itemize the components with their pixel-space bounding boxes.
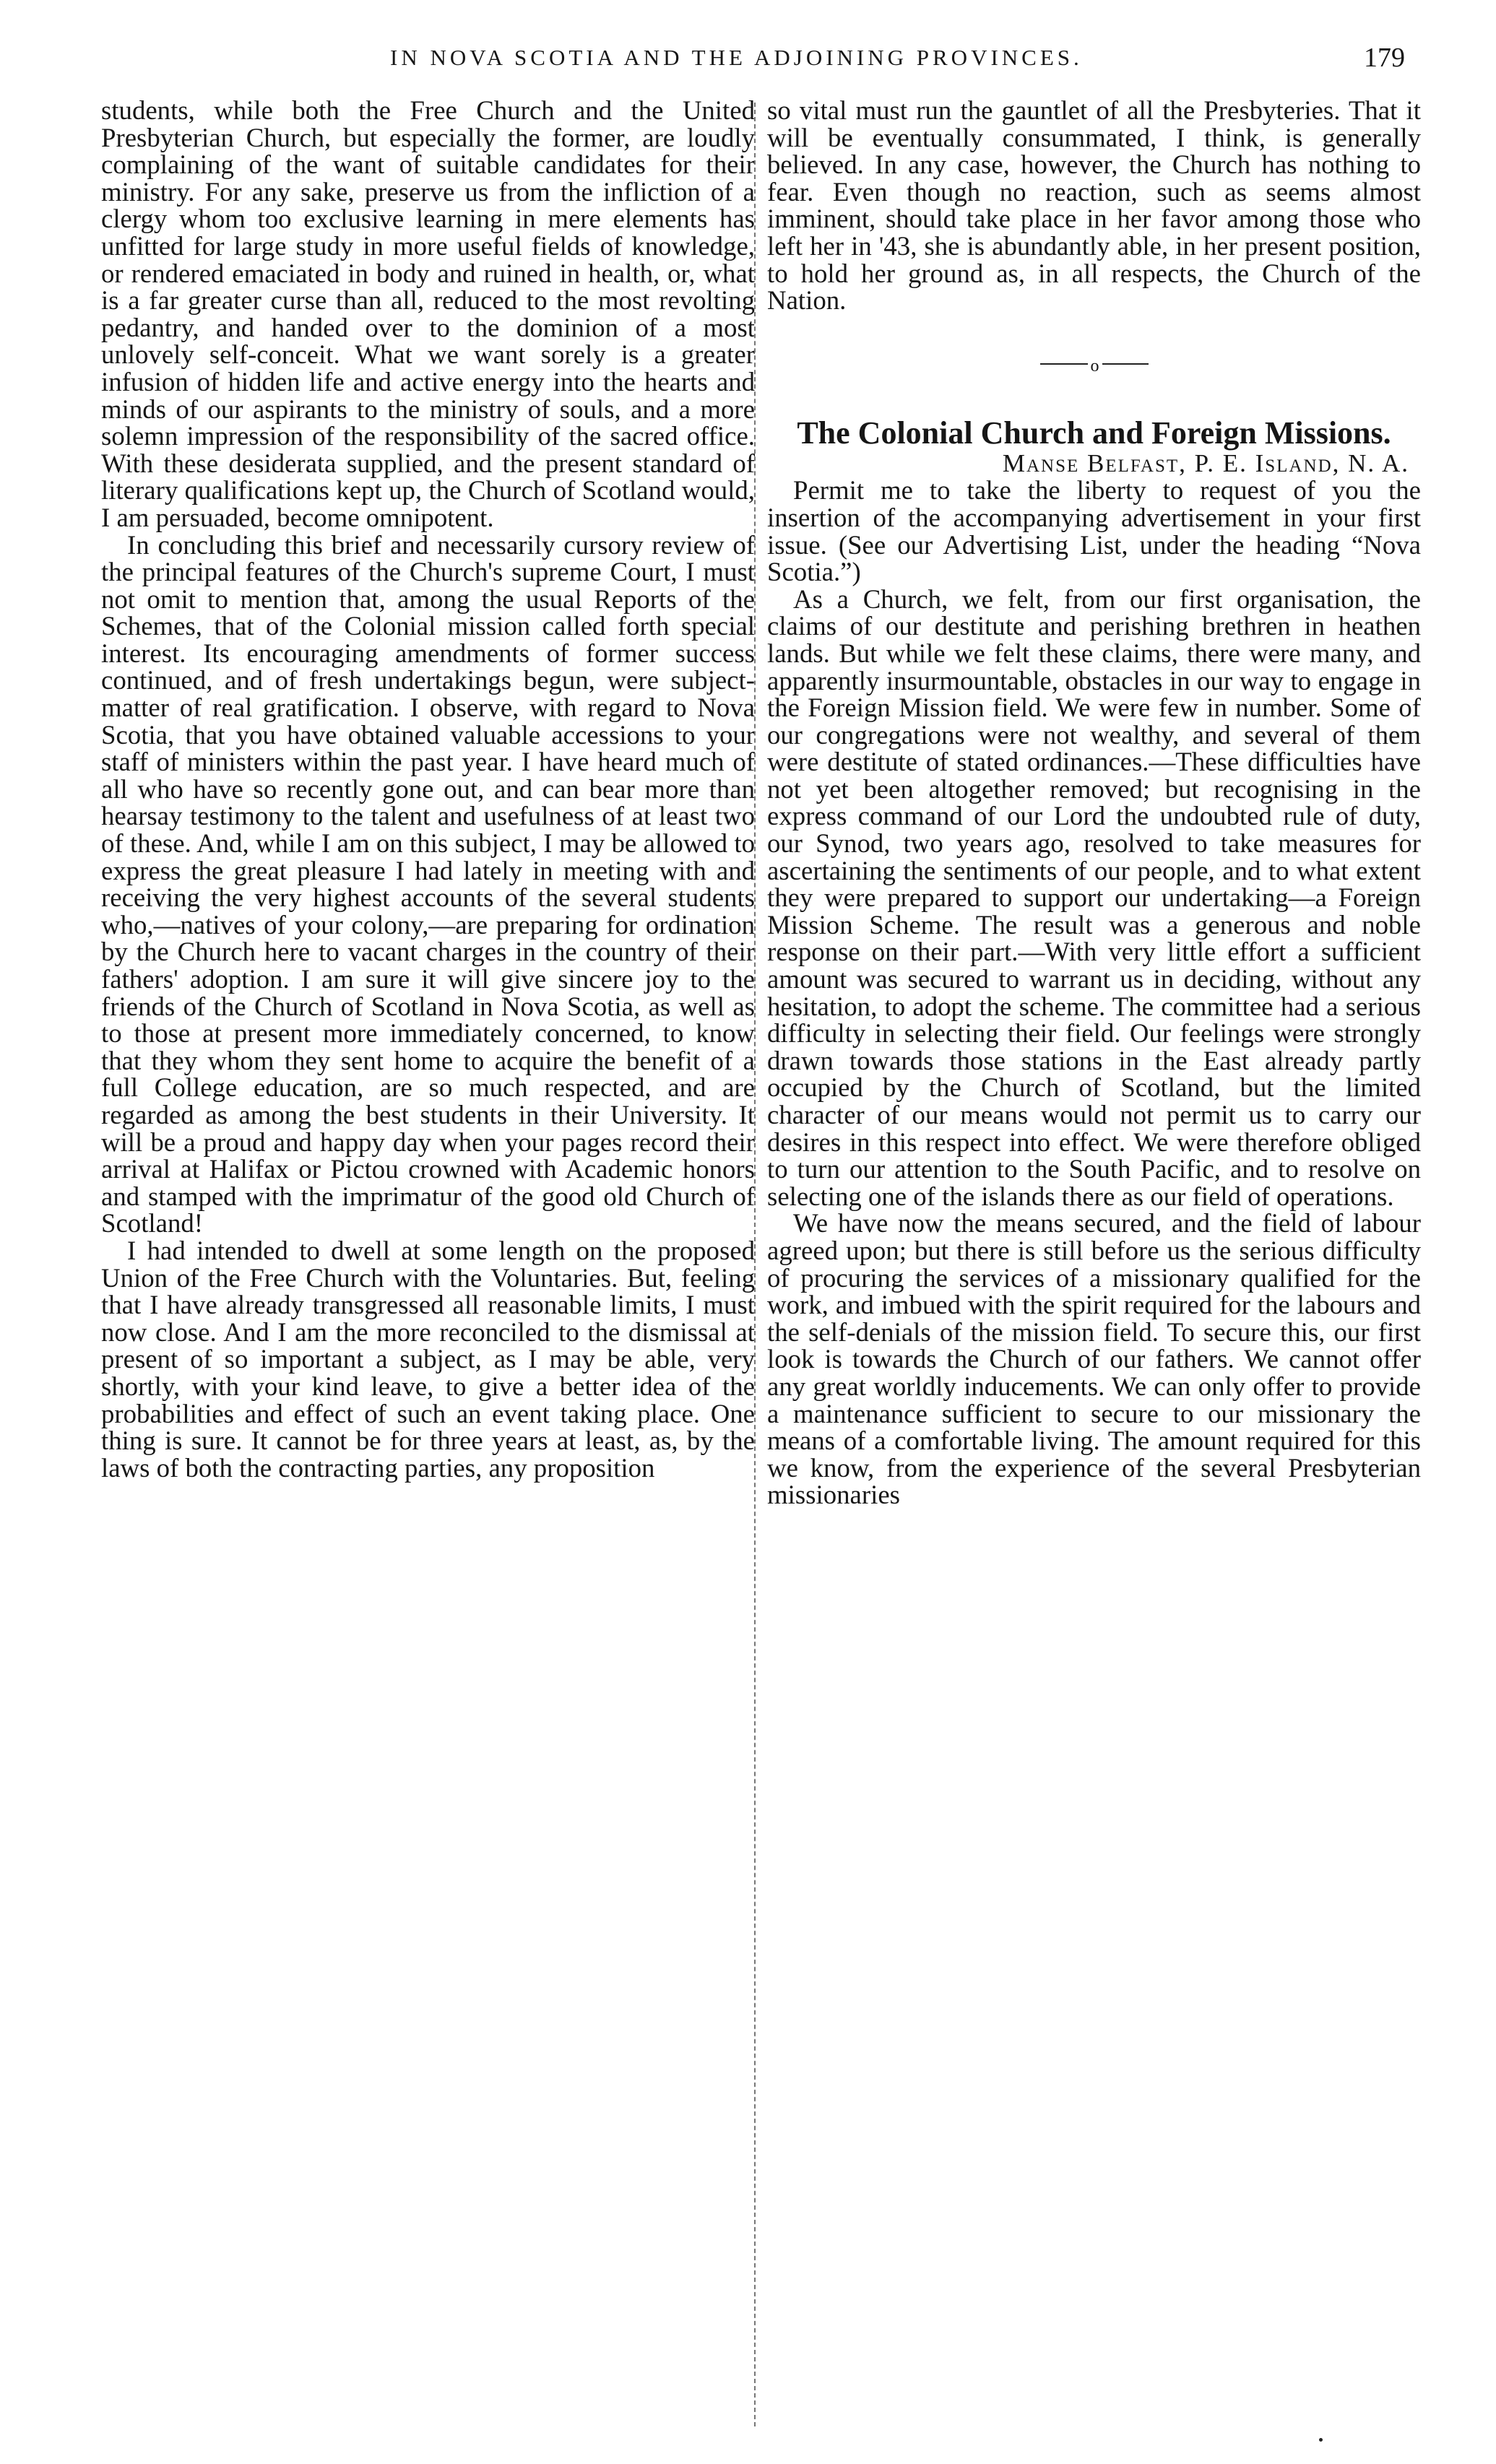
paragraph: We have now the means secured, and the field of labour agreed upon; but there is still before us the serious difficulty of procuring the services of a missionary qualified for the work, and imbued with the spirit required for the labours and the self-denials of the mission field. To secure this, our first look is towards the Church of our fathers. We cannot offer any great worldly inducements. We can only offer to provide a maintenance sufficient to secure to our missionary the means of a comfortable living. The amount required for this we know, from the experience of the several Presbyterian missionaries <box>767 1208 1421 1510</box>
separator-mark: o <box>1088 353 1102 381</box>
column-rule <box>754 103 756 2426</box>
paragraph: Permit me to take the liberty to request of you the insertion of the accompanying advertisement in your first issue. (See our Advertising List, under the heading “Nova Scotia.”) <box>767 475 1421 587</box>
right-column <box>767 97 1421 2429</box>
section-separator <box>1040 356 1149 376</box>
paragraph: In concluding this brief and necessarily cursory review of the principal features of the Church's supreme Court, I must not omit to mention that, among the usual Reports of the Schemes, that of the Colonial mission called forth special interest. Its encouraging amendments of former success continued, and of fresh undertakings begun, were subject-matter of real gratification. I observe, with regard to Nova Scotia, that you have obtained valuable accessions to your staff of ministers within the past year. I have heard much of all who have so recently gone out, and can bear more than hearsay testimony to the talent and usefulness of at least two of these. And, while I am on this subject, I may be allowed to express the great pleasure I had lately in meeting with and receiving the very highest accounts of the several students who,—natives of your colony,—are preparing for ordination by the Church here to vacant charges in the country of their fathers' adoption. I am sure it will give sincere joy to the friends of the Church of Scotland in Nova Scotia, as well as to those at present more immediately concerned, to know that they whom they sent home to acquire the benefit of a full College education, are so much respected, and are regarded as among the best students in their University. It will be a proud and happy day when your pages record their arrival at Halifax or Pictou crowned with Academic honors and stamped with the imprimatur of the good old Church of Scotland! <box>101 529 755 1238</box>
print-speck <box>1319 2438 1323 2442</box>
paragraph: students, while both the Free Church and the United Presbyterian Church, but especially the former, are loudly complaining of the want of suitable candidates for their ministry. For any sake, preserve us from the infliction of a clergy whom too exclusive learning in mere elements has unfitted for large study in more useful fields of knowledge, or rendered emaciated in body and ruined in health, or, what is a far greater curse than all, reduced to the most revolting pedantry, and handed over to the dominion of a most unlovely self-conceit. What we want sorely is a greater infusion of hidden life and active energy into the hearts and minds of our aspirants to the ministry of souls, and a more solemn impression of the responsibility of the sacred office. With these desiderata supplied, and the present standard of literary qualifications kept up, the Church of Scotland would, I am persuaded, become omnipotent. <box>101 97 755 532</box>
continued-paragraph: so vital must run the gauntlet of all the Presbyteries. That it will be eventually consummated, I think, is generally believed. In any case, however, the Church has nothing to fear. Even though no reaction, such as seems almost imminent, should take place in her favor among those who left her in '43, she is abundantly able, in her present position, to hold her ground as, in all respects, the Church of the Nation. <box>767 97 1421 316</box>
running-title: IN NOVA SCOTIA AND THE ADJOINING PROVINCES. <box>390 45 1083 70</box>
paragraph: I had intended to dwell at some length on the proposed Union of the Free Church with the Voluntaries. But, feeling that I have already transgressed all reasonable limits, I must now close. And I am the more reconciled to the dismissal at present of so important a subject, as I may be able, very shortly, with your kind leave, to give a better idea of the probabilities and effect of such an event taking place. One thing is sure. It cannot be for three years at least, as, by the laws of both the contracting parties, any proposition <box>101 1235 755 1483</box>
running-header <box>0 45 1496 88</box>
article-dateline: Manse Belfast, P. E. Island, N. A. <box>1002 448 1409 477</box>
page-number: 179 <box>1364 43 1405 73</box>
paragraph: As a Church, we felt, from our first organisation, the claims of our destitute and perishing brethren in heathen lands. But while we felt these claims, there were many, and apparently insurmountable, obstacles in our way to engage in the Foreign Mission field. We were few in number. Some of our congregations were not wealthy, and several of them were destitute of stated ordinances.—These difficulties have not yet been altogether removed; but recognising in the express command of our Lord the undoubted rule of duty, our Synod, two years ago, resolved to take measures for ascertaining the sentiments of our people, and to what extent they were prepared to support our undertaking—a Foreign Mission Scheme. The result was a generous and noble response on their part.—With very little effort a sufficient amount was secured to warrant us in deciding, without any hesitation, to adopt the scheme. The committee had a serious difficulty in selecting their field. Our feelings were strongly drawn towards those stations in the East already partly occupied by the Church of Scotland, but the limited character of our means would not permit us to carry our desires in this respect into effect. We were therefore obliged to turn our attention to the South Pacific, and to resolve on selecting one of the islands there as our field of operations. <box>767 584 1421 1211</box>
article-heading: The Colonial Church and Foreign Missions. <box>797 415 1391 451</box>
left-column <box>101 97 755 2429</box>
